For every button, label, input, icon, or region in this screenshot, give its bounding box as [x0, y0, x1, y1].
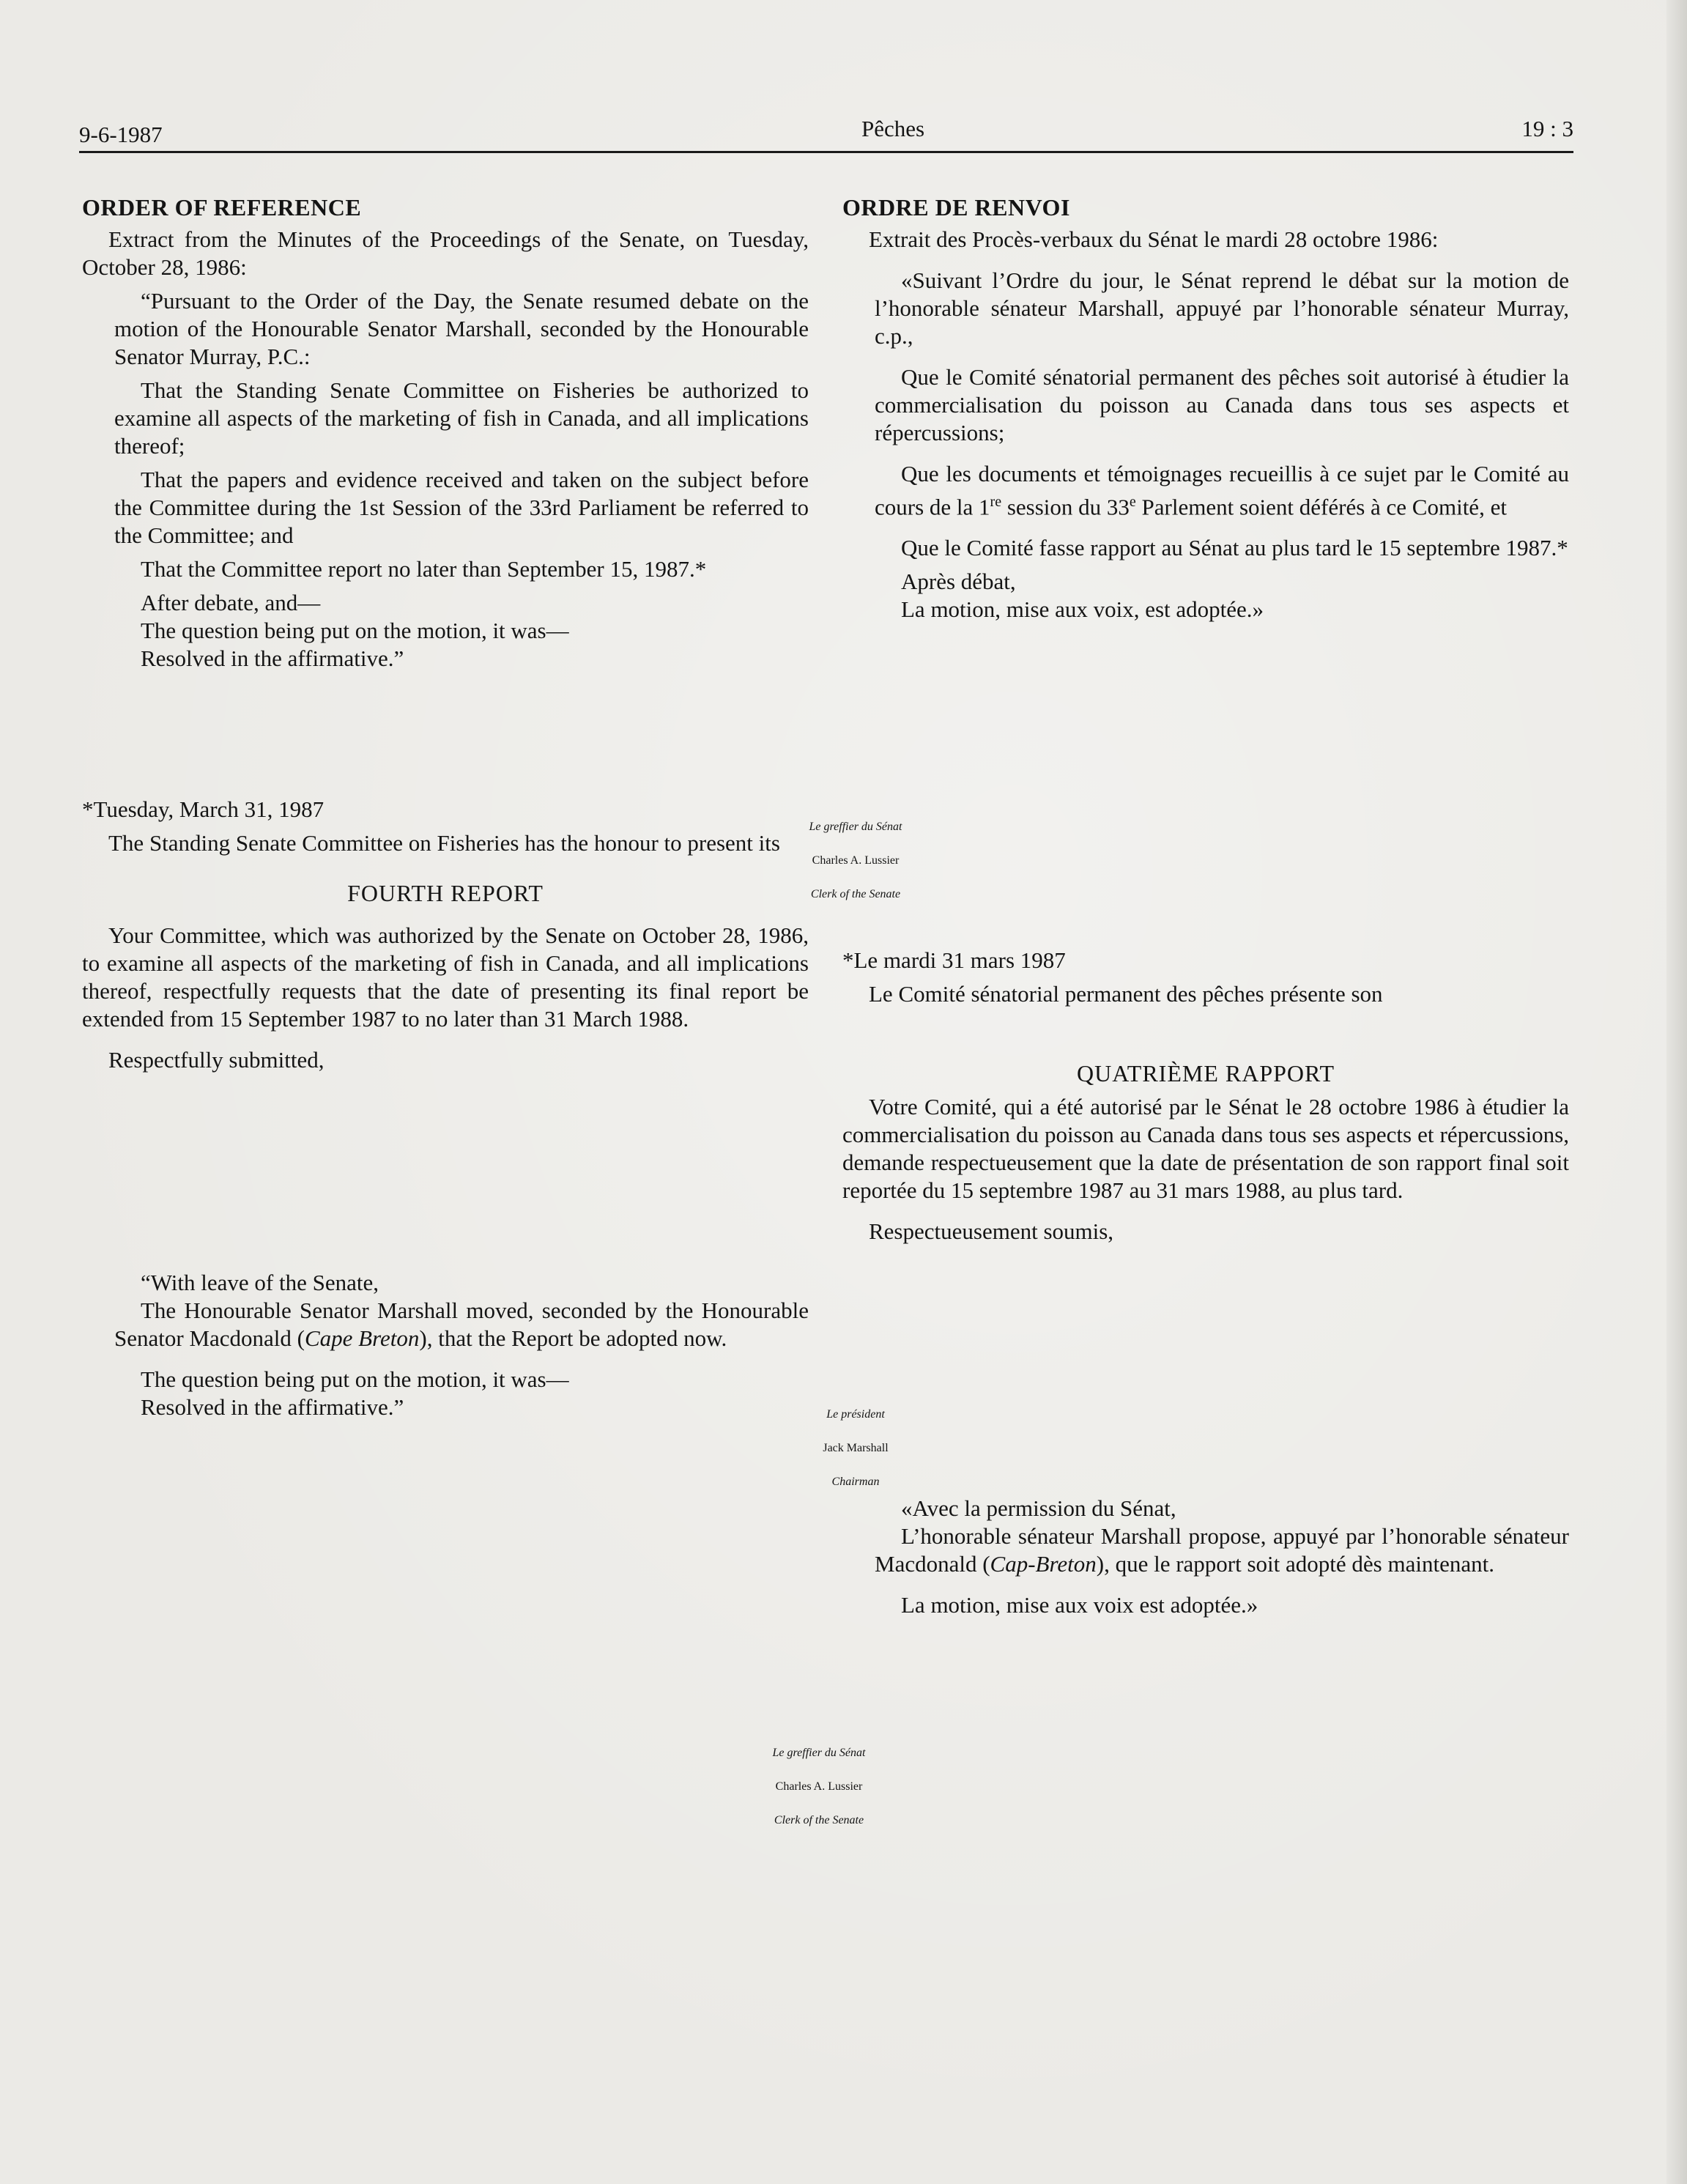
clerk-title-en: Clerk of the Senate: [810, 888, 901, 900]
ordre-quote-p4: Que le Comité fasse rapport au Sénat au plus tard le 15 septembre 1987.*: [901, 535, 1568, 561]
clerk-name-2: Charles A. Lussier: [775, 1780, 863, 1793]
fr-leave-p2-riding: Cap-Breton: [990, 1551, 1097, 1577]
ordre-quote-p3b: session du 33: [1001, 494, 1130, 520]
order-intro: Extract from the Minutes of the Proceedings of the Senate, on Tuesday, October 28, 1986:: [82, 226, 809, 280]
report-body: Your Committee, which was authorized by the Senate on October 28, 1986, to examine all aspects of the marketing of fish in Canada, and all implications thereof, respectfully requests that the date of presenting its final report be extended from 15 September 1987 to no later than 31 March 1988.: [82, 922, 809, 1032]
order-of-reference-heading: ORDER OF REFERENCE: [82, 194, 362, 221]
fr-leave-p2-text: L’honorable sénateur Marshall propose, appuyé par l’honorable sénateur Macdonald (: [875, 1523, 1569, 1577]
running-header: [79, 116, 1573, 151]
order-quote-p5: After debate, and—: [141, 590, 321, 615]
order-quote-p1: “Pursuant to the Order of the Day, the Senate resumed debate on the motion of the Honourable Senator Marshall, seconded by the Honourable Senator Murray, P.C.:: [114, 288, 809, 369]
header-rule: [79, 151, 1573, 153]
ordre-quote-p3a: Que les documents et témoignages recueillis à ce sujet par le Comité au cours de la 1: [875, 461, 1569, 520]
fourth-report-title: FOURTH REPORT: [347, 880, 544, 906]
ordre-quote-p6: La motion, mise aux voix, est adoptée.»: [901, 596, 1264, 623]
ordre-quote-sup2: e: [1129, 494, 1136, 510]
leave-p1: “With leave of the Senate,: [141, 1270, 379, 1295]
fr-leave-p1: «Avec la permission du Sénat,: [901, 1495, 1176, 1521]
fr-leave-p2-end: ), que le rapport soit adopté dès maintenant.: [1096, 1551, 1494, 1577]
fr-report-intro: Le Comité sénatorial permanent des pêches présente son: [869, 981, 1383, 1007]
ordre-quote-p3: [842, 460, 1569, 521]
ordre-de-renvoi-heading: ORDRE DE RENVOI: [842, 194, 1070, 221]
ordre-quote-p5: Après débat,: [901, 569, 1016, 595]
order-quote-p3: That the papers and evidence received and taken on the subject before the Committee during the 1st Session of the 33rd Parliament be referred to the Committee; and: [114, 467, 809, 548]
english-column: [82, 193, 809, 1421]
french-column-lower: [842, 947, 1569, 1245]
clerk-title-fr: Le greffier du Sénat: [809, 821, 902, 833]
quatrieme-rapport-title: QUATRIÈME RAPPORT: [1077, 1060, 1335, 1087]
ordre-quote-sup1: re: [990, 494, 1002, 510]
leave-p2-end: ), that the Report be adopted now.: [419, 1325, 727, 1351]
ordre-quote-p1: «Suivant l’Ordre du jour, le Sénat reprend le débat sur la motion de l’honorable sénateur Marshall, appuyé par l’honorable sénateur Murray, c.p.,: [875, 267, 1569, 349]
asterisk-note: *Tuesday, March 31, 1987: [82, 796, 325, 822]
header-date: 9-6-1987: [79, 122, 163, 147]
leave-p4: Resolved in the affirmative.”: [141, 1394, 404, 1420]
french-column: [842, 193, 1569, 623]
fr-leave-p2: [842, 1522, 1569, 1578]
leave-p2: [82, 1297, 809, 1352]
clerk-signature-2: [570, 1736, 1068, 1837]
fr-report-body: Votre Comité, qui a été autorisé par le Sénat le 28 octobre 1986 à étudier la commercialisation du poisson au Canada dans tous ses aspects et répercussions, demande respectueusement que la date de présentation de son rapport final soit reportée du 15 septembre 1987 au 31 mars 1988, au plus tard.: [842, 1094, 1569, 1203]
ordre-quote-p2: Que le Comité sénatorial permanent des pêches soit autorisé à étudier la commercialisation du poisson au Canada dans tous ses aspects et répercussions;: [875, 364, 1569, 445]
chairman-signature: [607, 1398, 1105, 1499]
leave-p2-text: The Honourable Senator Marshall moved, seconded by the Honourable Senator Macdonald (: [114, 1298, 809, 1351]
page-edge: [1666, 0, 1687, 2184]
chair-title-fr: Le président: [826, 1408, 885, 1421]
order-quote-p6: The question being put on the motion, it was—: [141, 618, 569, 643]
header-journal-title: Pêches: [861, 116, 925, 141]
clerk-signature-1: [607, 810, 1105, 911]
clerk-title-fr-2: Le greffier du Sénat: [772, 1747, 866, 1759]
clerk-title-en-2: Clerk of the Senate: [774, 1814, 864, 1826]
leave-p3: The question being put on the motion, it was—: [141, 1366, 569, 1392]
ordre-intro: Extrait des Procès-verbaux du Sénat le mardi 28 octobre 1986:: [869, 226, 1439, 252]
leave-p2-riding: Cape Breton: [304, 1325, 420, 1351]
header-page-number: 19 : 3: [1521, 116, 1573, 141]
report-intro: The Standing Senate Committee on Fisheries has the honour to present its: [108, 830, 780, 856]
respectfully-submitted: Respectfully submitted,: [108, 1047, 325, 1073]
clerk-name: Charles A. Lussier: [812, 854, 900, 867]
order-quote-p7: Resolved in the affirmative.”: [141, 645, 404, 671]
fr-asterisk-note: *Le mardi 31 mars 1987: [842, 947, 1066, 973]
chair-name: Jack Marshall: [823, 1442, 889, 1454]
fr-respectfully-submitted: Respectueusement soumis,: [869, 1218, 1114, 1244]
fr-leave-p3: La motion, mise aux voix est adoptée.»: [901, 1592, 1258, 1618]
order-quote-p2: That the Standing Senate Committee on Fisheries be authorized to examine all aspects of the marketing of fish in Canada, and all implications thereof;: [114, 377, 809, 459]
chair-title-en: Chairman: [831, 1476, 880, 1488]
ordre-quote-p3c: Parlement soient déférés à ce Comité, et: [1135, 494, 1507, 520]
order-quote-p4: That the Committee report no later than September 15, 1987.*: [141, 556, 707, 582]
french-leave-section: [842, 1495, 1569, 1619]
